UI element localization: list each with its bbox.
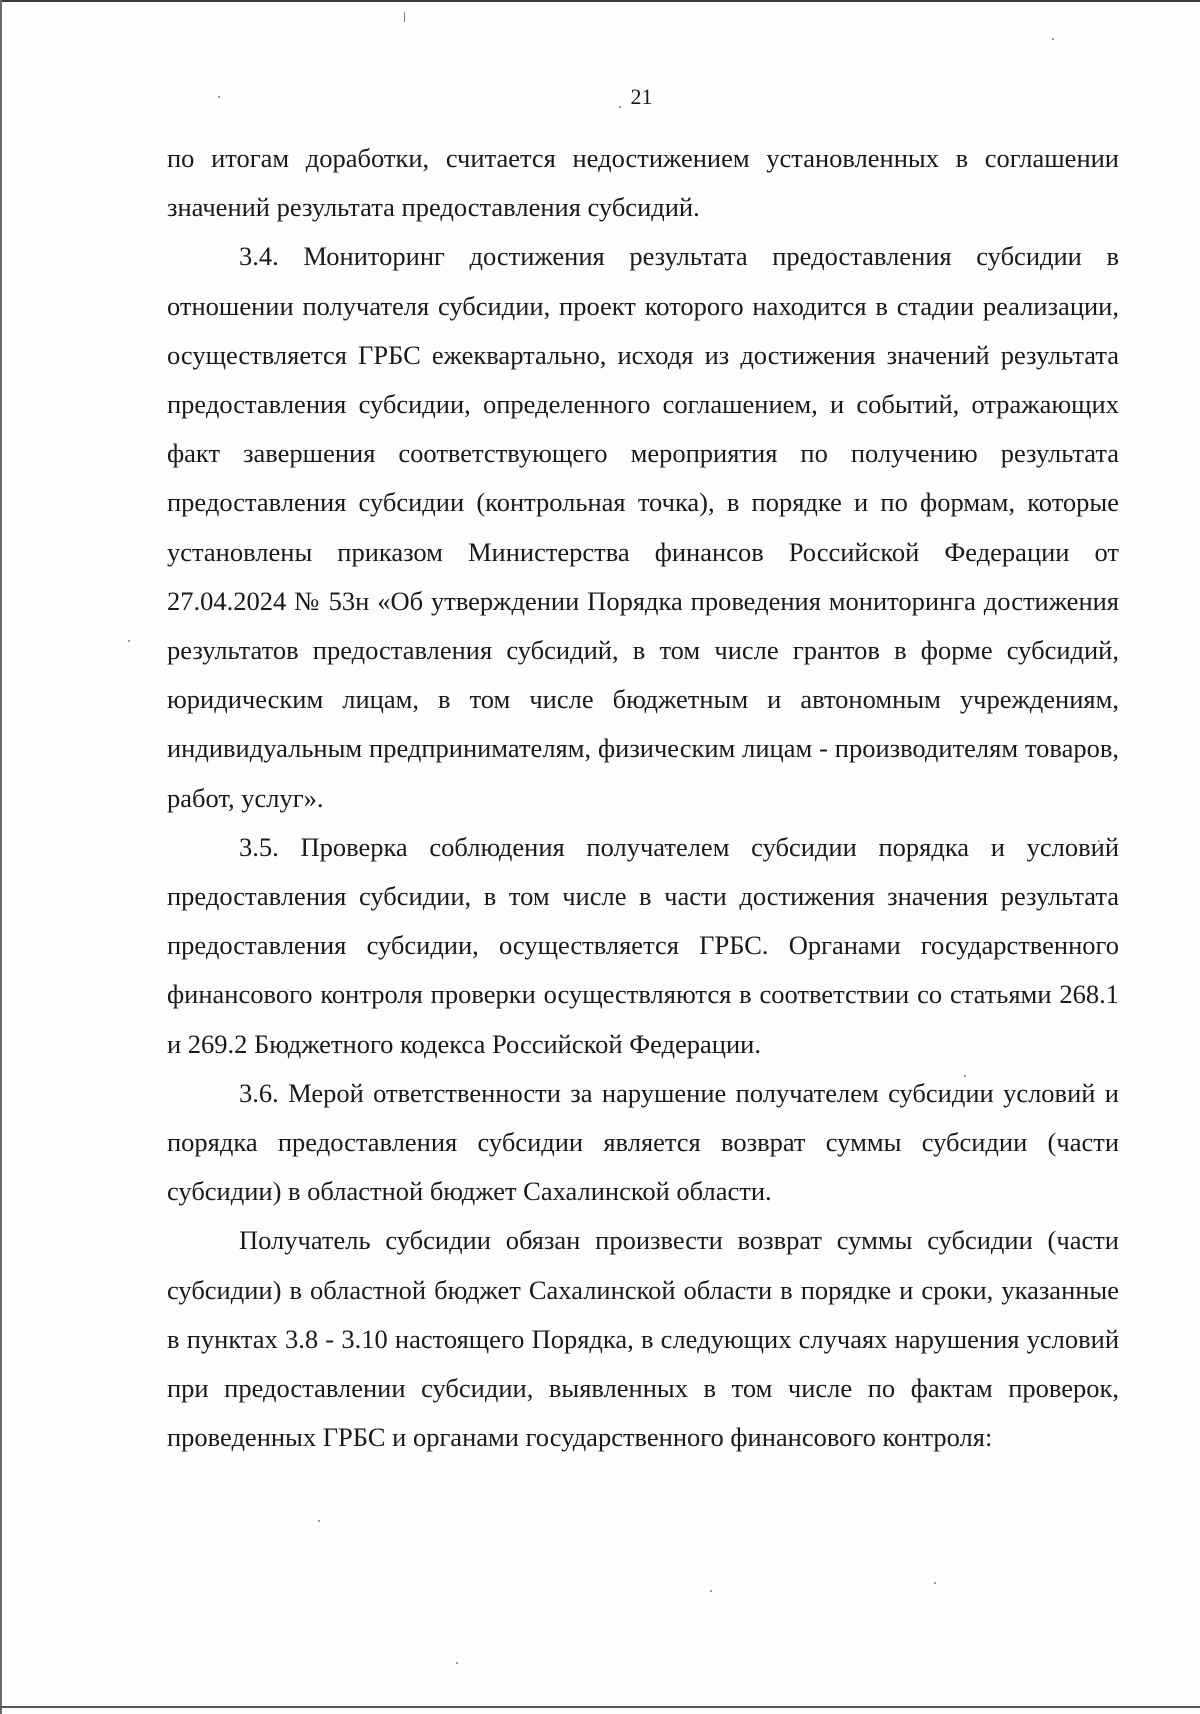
scan-speck bbox=[456, 1662, 458, 1664]
paragraph-continuation: по итогам доработки, считается недостижением установленных в соглашении значений результата предоставления субсидий. bbox=[167, 143, 1119, 223]
paragraph-return-obligation: Получатель субсидии обязан произвести возврат суммы субсидии (части субсидии) в областной бюджет Сахалинской области в порядке и сроки, указанные в пунктах 3.8 - 3.10 настоящего Порядка, в следующих случаях нарушения условий при предоставлении субсидии, выявленных в том числе по фактам проверок, проведенных ГРБС и органами государственного финансового контроля: bbox=[167, 1225, 1119, 1453]
scan-speck bbox=[404, 12, 405, 22]
paragraph-3-6-responsibility: 3.6. Мерой ответственности за нарушение получателем субсидии условий и порядка предоставления субсидии является возврат суммы субсидии (части субсидии) в областной бюджет Сахалинской области. bbox=[167, 1077, 1119, 1207]
scan-edge-left bbox=[0, 0, 2, 1714]
scan-speck bbox=[318, 1520, 320, 1522]
scan-speck bbox=[1052, 38, 1054, 40]
scan-speck bbox=[128, 640, 130, 642]
page-number: 21 bbox=[630, 84, 653, 109]
paragraph-3-5-verification: 3.5. Проверка соблюдения получателем субсидии порядка и условий предоставления субсидии, в том числе в части достижения значения результата предоставления субсидии, осуществляется ГРБС. Органами государственного финансового контроля проверки осуществляются в соответствии со статьями 268.1 и 269.2 Бюджетного кодекса Российской Федерации. bbox=[167, 831, 1119, 1059]
paragraph-3-4-monitoring: 3.4. Мониторинг достижения результата предоставления субсидии в отношении получателя субсидии, проект которого находится в стадии реализации, осуществляется ГРБС ежеквартально, исходя из достижения значений результата предоставления субсидии, определенного соглашением, и событий, отражающих факт завершения соответствующего мероприятия по получению результата предоставления субсидии (контрольная точка), в порядке и по формам, которые установлены приказом Министерства финансов Российской Федерации от 27.04.2024 № 53н «Об утверждении Порядка проведения мониторинга достижения результатов предоставления субсидий, в том числе грантов в форме субсидий, юридическим лицам, в том числе бюджетным и автономным учреждениям, индивидуальным предпринимателям, физическим лицам - производителям товаров, работ, услуг». bbox=[167, 241, 1119, 813]
scan-edge-bottom bbox=[0, 1706, 1200, 1708]
scan-edge-top bbox=[0, 0, 1200, 2]
scan-speck bbox=[710, 1590, 712, 1592]
document-body bbox=[167, 134, 1119, 1462]
scan-speck bbox=[934, 1582, 936, 1584]
